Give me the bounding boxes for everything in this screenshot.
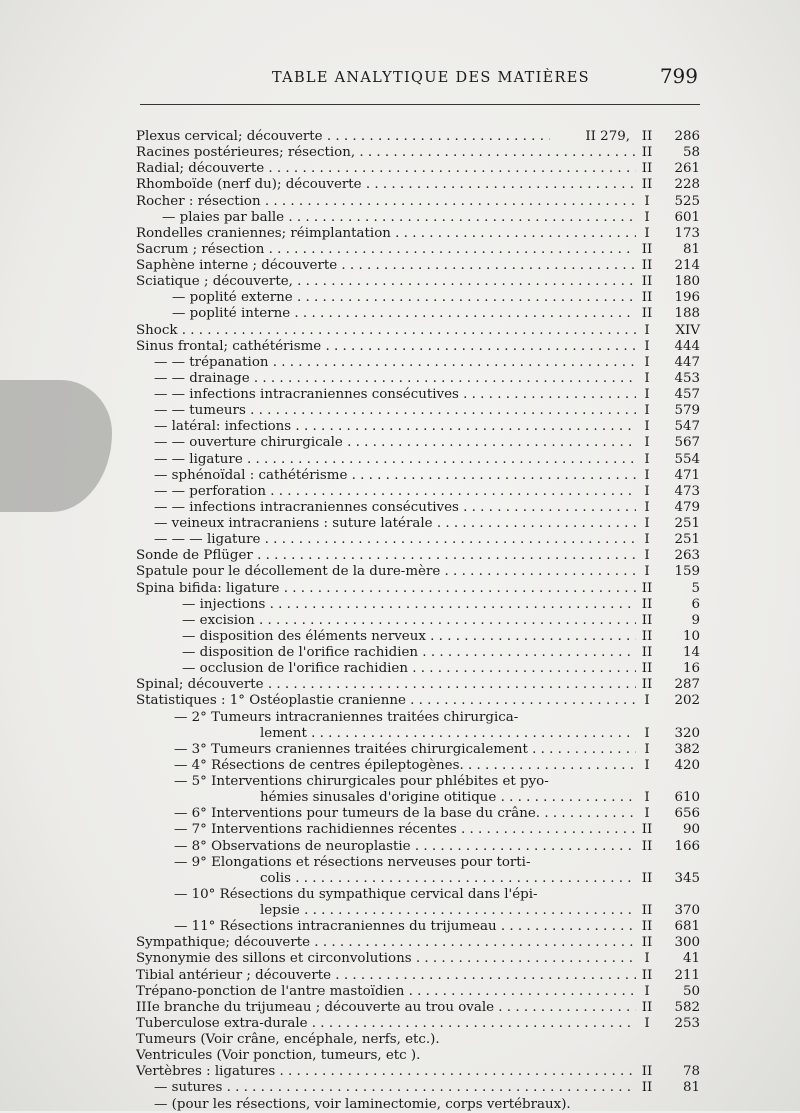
entry-page: 10 xyxy=(682,628,700,644)
index-entry xyxy=(136,726,700,742)
entry-text: — 2° Tumeurs intracraniennes traitées chirurgica- xyxy=(174,709,519,725)
entry-page: 166 xyxy=(674,838,700,854)
index-entry xyxy=(136,306,700,322)
index-entry xyxy=(136,774,700,790)
paper-stain xyxy=(0,380,112,512)
page-number: 799 xyxy=(659,64,698,88)
index-entry xyxy=(136,629,700,645)
index-entry xyxy=(136,194,700,210)
entry-page: 251 xyxy=(674,516,700,531)
index-entry xyxy=(136,468,700,484)
entry-text: Rhomboïde (nerf du); découverte . . . xyxy=(136,177,636,193)
entry-volume: II xyxy=(641,129,653,144)
entry-volume: I xyxy=(644,499,650,515)
entry-text: — sutures . . . xyxy=(136,1080,636,1096)
index-entry xyxy=(136,129,700,145)
entry-text: Statistiques : 1° Ostéoplastie cranienne . . . xyxy=(136,693,636,709)
entry-text: — latéral: infections . . . xyxy=(136,419,636,435)
entry-text: — 10° Résections du sympathique cervical dans l'épi- xyxy=(174,886,538,902)
entry-volume: I xyxy=(644,435,650,451)
entry-volume: I xyxy=(644,403,650,419)
index-entry xyxy=(136,1097,700,1113)
entry-page: 610 xyxy=(674,790,700,806)
entry-text: colis . . . xyxy=(136,871,636,887)
entry-volume: I xyxy=(644,322,650,338)
index-entry xyxy=(136,242,700,258)
entry-text: — 4° Résections de centres épileptogènes. . . . xyxy=(136,758,636,774)
running-title: TABLE ANALYTIQUE DES MATIÈRES xyxy=(272,70,590,86)
entry-text: Sympathique; découverte . . . xyxy=(136,935,636,951)
entry-page: 6 xyxy=(691,596,700,612)
entry-text: — — tumeurs . . . xyxy=(136,403,636,419)
index-entry xyxy=(136,1080,700,1096)
entry-volume: I xyxy=(644,483,650,499)
entry-volume: II xyxy=(641,177,653,193)
entry-volume: I xyxy=(644,516,650,531)
entry-text: — poplité externe . . . xyxy=(136,290,636,306)
entry-volume: II xyxy=(641,145,653,161)
entry-volume: I xyxy=(644,1015,650,1031)
index-entry xyxy=(136,435,700,451)
entry-volume: I xyxy=(644,338,650,354)
index-entry xyxy=(136,258,700,274)
entry-page: 420 xyxy=(674,757,700,773)
entry-text: — — ligature . . . xyxy=(136,452,636,468)
entry-page: 345 xyxy=(674,870,700,886)
entry-text: — — infections intracraniennes consécutives . . . xyxy=(136,387,636,403)
entry-page: 320 xyxy=(674,725,700,741)
index-entry xyxy=(136,1000,700,1016)
index-entry xyxy=(136,226,700,242)
entry-volume: I xyxy=(644,741,650,757)
entry-volume: II xyxy=(641,661,653,677)
index-entry xyxy=(136,613,700,629)
index-entry xyxy=(136,274,700,290)
entry-text: — injections . . . xyxy=(136,597,636,613)
entry-text: Sciatique ; découverte, . . . xyxy=(136,274,636,290)
entry-text: Sinus frontal; cathétérisme . . . xyxy=(136,339,636,355)
entry-volume: II xyxy=(641,306,653,322)
entry-text: — excision . . . xyxy=(136,613,636,629)
index-entry xyxy=(136,645,700,661)
entry-page: 251 xyxy=(674,532,700,548)
entry-page: 567 xyxy=(674,435,700,451)
entry-text: — veineux intracraniens : suture latérale . . . xyxy=(136,516,636,532)
index-entry xyxy=(136,822,700,838)
entry-text: Tibial antérieur ; découverte . . . xyxy=(136,968,636,984)
entry-page: 228 xyxy=(674,177,700,193)
index-entry xyxy=(136,484,700,500)
entry-text: — 6° Interventions pour tumeurs de la base du crâne. . . . xyxy=(136,806,636,822)
index-entry xyxy=(136,323,700,339)
entry-text: Spina bifida: ligature . . . xyxy=(136,581,636,597)
index-entry xyxy=(136,693,700,709)
index-entry xyxy=(136,1048,700,1064)
entry-volume: I xyxy=(644,757,650,773)
entry-volume: I xyxy=(644,532,650,548)
index-entry xyxy=(136,339,700,355)
entry-volume: II xyxy=(641,677,653,693)
index-entry xyxy=(136,1016,700,1032)
entry-volume: II xyxy=(641,628,653,644)
entry-page: 453 xyxy=(674,370,700,386)
entry-volume: I xyxy=(644,370,650,386)
entry-page: 525 xyxy=(674,193,700,209)
entry-volume: II xyxy=(641,580,653,596)
entry-text: Synonymie des sillons et circonvolutions . . . xyxy=(136,951,636,967)
entry-volume: I xyxy=(644,419,650,435)
entry-page: 180 xyxy=(674,274,700,290)
entry-text: Spatule pour le décollement de la dure-mère . . . xyxy=(136,564,636,580)
entry-page: 286 xyxy=(674,129,700,144)
entry-volume: I xyxy=(644,193,650,209)
entry-volume: I xyxy=(644,983,650,999)
entry-volume: II xyxy=(641,290,653,306)
entry-text: Ventricules (Voir ponction, tumeurs, etc ). xyxy=(136,1048,421,1064)
index-entry xyxy=(136,790,700,806)
entry-text: — 3° Tumeurs craniennes traitées chirurgicalement . . . xyxy=(136,742,636,758)
entry-page: 473 xyxy=(674,483,700,499)
entry-page: 300 xyxy=(674,935,700,951)
entry-volume: I xyxy=(644,725,650,741)
entry-page: 173 xyxy=(674,225,700,241)
entry-text: — disposition de l'orifice rachidien . . . xyxy=(136,645,636,661)
entry-text: — 7° Interventions rachidiennes récentes . . . xyxy=(136,822,636,838)
entry-page: 382 xyxy=(674,741,700,757)
entry-page: 263 xyxy=(674,548,700,564)
entry-page: 211 xyxy=(674,967,700,983)
entry-volume: I xyxy=(644,548,650,564)
entry-volume: I xyxy=(644,693,650,709)
index-entry xyxy=(136,661,700,677)
entry-page: 9 xyxy=(691,612,700,628)
entry-volume: II xyxy=(641,919,653,935)
entry-text: — sphénoïdal : cathétérisme . . . xyxy=(136,468,636,484)
entry-page: 582 xyxy=(674,999,700,1015)
entry-text: — 8° Observations de neuroplastie . . . xyxy=(136,839,636,855)
entry-text: Rocher : résection . . . xyxy=(136,194,636,210)
entry-text: — — ouverture chirurgicale . . . xyxy=(136,435,636,451)
entry-volume: II xyxy=(641,645,653,660)
index-entry xyxy=(136,403,700,419)
entry-page: 50 xyxy=(682,983,700,999)
entry-text: Spinal; découverte . . . xyxy=(136,677,636,693)
entry-page: 16 xyxy=(682,661,700,677)
entry-text: Racines postérieures; résection, . . . xyxy=(136,145,636,161)
entry-volume: I xyxy=(644,564,650,580)
entry-extra-ref: II 279, xyxy=(585,129,630,144)
entry-text: — plaies par balle . . . xyxy=(136,210,636,226)
entry-volume: II xyxy=(641,1064,653,1080)
entry-volume: I xyxy=(644,209,650,225)
index-entry xyxy=(136,855,700,871)
entry-text: Tuberculose extra-durale . . . xyxy=(136,1016,636,1032)
entry-page: 81 xyxy=(682,241,700,257)
entry-volume: I xyxy=(644,387,650,402)
index-entry xyxy=(136,984,700,1000)
index-entry xyxy=(136,290,700,306)
index-entry xyxy=(136,532,700,548)
entry-page: 261 xyxy=(674,161,700,177)
entry-page: 202 xyxy=(674,693,700,709)
index-entry xyxy=(136,903,700,919)
entry-text: hémies sinusales d'origine otitique . . . xyxy=(136,790,636,806)
index-entry xyxy=(136,1064,700,1080)
entry-volume: II xyxy=(641,258,653,273)
entry-page: 214 xyxy=(674,258,700,273)
entry-volume: II xyxy=(641,822,653,838)
entry-text: Shock . . . xyxy=(136,323,636,339)
entry-text: — (pour les résections, voir laminectomie, corps vertébraux). xyxy=(154,1096,571,1112)
entry-page: 253 xyxy=(674,1015,700,1031)
entry-text: Trépano-ponction de l'antre mastoïdien . . . xyxy=(136,984,636,1000)
entry-page: 287 xyxy=(674,677,700,693)
entry-volume: II xyxy=(641,838,653,854)
entry-text: — 11° Résections intracraniennes du trijumeau . . . xyxy=(136,919,636,935)
entry-volume: II xyxy=(641,274,653,290)
entry-volume: II xyxy=(641,596,653,612)
entry-text: Plexus cervical; découverte . . . xyxy=(136,129,550,145)
entry-text: Sacrum ; résection . . . xyxy=(136,242,636,258)
entry-page: 479 xyxy=(674,499,700,515)
index-entry xyxy=(136,597,700,613)
entry-volume: II xyxy=(641,870,653,886)
entry-page: 188 xyxy=(674,306,700,322)
entry-page: 159 xyxy=(674,564,700,580)
entry-volume: II xyxy=(641,903,653,918)
entry-volume: I xyxy=(644,951,650,967)
entry-volume: II xyxy=(641,999,653,1015)
entry-text: — disposition des éléments nerveux . . . xyxy=(136,629,636,645)
entry-volume: II xyxy=(641,935,653,951)
index-entry xyxy=(136,758,700,774)
entry-page: 81 xyxy=(682,1080,700,1096)
entry-text: lement . . . xyxy=(136,726,636,742)
index-entry xyxy=(136,145,700,161)
index-entry xyxy=(136,677,700,693)
index-entry xyxy=(136,500,700,516)
entry-page: 554 xyxy=(674,451,700,467)
entry-page: 471 xyxy=(674,467,700,483)
entry-volume: I xyxy=(644,451,650,467)
entry-page: 601 xyxy=(674,209,700,225)
entry-text: Vertèbres : ligatures . . . xyxy=(136,1064,636,1080)
index-entry xyxy=(136,564,700,580)
entry-text: Tumeurs (Voir crâne, encéphale, nerfs, etc.). xyxy=(136,1032,440,1047)
index-entry xyxy=(136,710,700,726)
index-entry xyxy=(136,419,700,435)
index-entries xyxy=(136,129,700,1113)
entry-text: — poplité interne . . . xyxy=(136,306,636,322)
index-entry xyxy=(136,355,700,371)
entry-volume: I xyxy=(644,354,650,370)
entry-text: — — drainage . . . xyxy=(136,371,636,387)
index-entry xyxy=(136,177,700,193)
index-entry xyxy=(136,919,700,935)
entry-page: 78 xyxy=(682,1064,700,1080)
entry-page: 41 xyxy=(682,951,700,967)
index-entry xyxy=(136,887,700,903)
entry-volume: I xyxy=(644,467,650,483)
entry-page: 457 xyxy=(674,387,700,402)
entry-volume: II xyxy=(641,1080,653,1096)
entry-volume: II xyxy=(641,612,653,628)
entry-text: — 5° Interventions chirurgicales pour phlébites et pyo- xyxy=(174,774,549,789)
entry-text: — occlusion de l'orifice rachidien . . . xyxy=(136,661,636,677)
index-entry xyxy=(136,548,700,564)
entry-page: 370 xyxy=(674,903,700,918)
entry-text: Radial; découverte . . . xyxy=(136,161,636,177)
entry-volume: II xyxy=(641,967,653,983)
entry-volume: I xyxy=(644,225,650,241)
entry-text: Rondelles craniennes; réimplantation . . . xyxy=(136,226,636,242)
index-entry xyxy=(136,387,700,403)
entry-text: Saphène interne ; découverte . . . xyxy=(136,258,636,274)
entry-text: lepsie . . . xyxy=(136,903,636,919)
entry-text: — — trépanation . . . xyxy=(136,355,636,371)
entry-volume: I xyxy=(644,806,650,822)
entry-volume: II xyxy=(641,161,653,177)
entry-page: 196 xyxy=(674,290,700,306)
entry-page: 5 xyxy=(691,580,700,596)
index-entry xyxy=(136,742,700,758)
entry-page: 579 xyxy=(674,403,700,419)
entry-page: 444 xyxy=(674,338,700,354)
entry-text: — — — ligature . . . xyxy=(136,532,636,548)
index-entry xyxy=(136,839,700,855)
entry-text: — — perforation . . . xyxy=(136,484,636,500)
entry-page: 58 xyxy=(682,145,700,161)
entry-page: 14 xyxy=(682,645,700,660)
index-entry xyxy=(136,871,700,887)
header-rule xyxy=(140,104,700,105)
entry-text: — 9° Elongations et résections nerveuses pour torti- xyxy=(174,854,531,870)
page-header xyxy=(136,64,700,92)
index-entry xyxy=(136,516,700,532)
entry-page: 90 xyxy=(682,822,700,838)
entry-page: 547 xyxy=(674,419,700,435)
index-entry xyxy=(136,968,700,984)
entry-page: XIV xyxy=(675,322,700,338)
index-entry xyxy=(136,951,700,967)
entry-text: Sonde de Pflüger . . . xyxy=(136,548,636,564)
entry-text: IIIe branche du trijumeau ; découverte au trou ovale . . . xyxy=(136,1000,636,1016)
entry-volume: I xyxy=(644,790,650,806)
index-entry xyxy=(136,581,700,597)
entry-text: — — infections intracraniennes consécutives . . . xyxy=(136,500,636,516)
index-entry xyxy=(136,161,700,177)
index-entry xyxy=(136,935,700,951)
index-entry xyxy=(136,806,700,822)
entry-page: 681 xyxy=(674,919,700,935)
entry-page: 656 xyxy=(674,806,700,822)
entry-page: 447 xyxy=(674,354,700,370)
index-entry xyxy=(136,1032,700,1048)
index-entry xyxy=(136,452,700,468)
index-entry xyxy=(136,210,700,226)
index-entry xyxy=(136,371,700,387)
entry-volume: II xyxy=(641,241,653,257)
